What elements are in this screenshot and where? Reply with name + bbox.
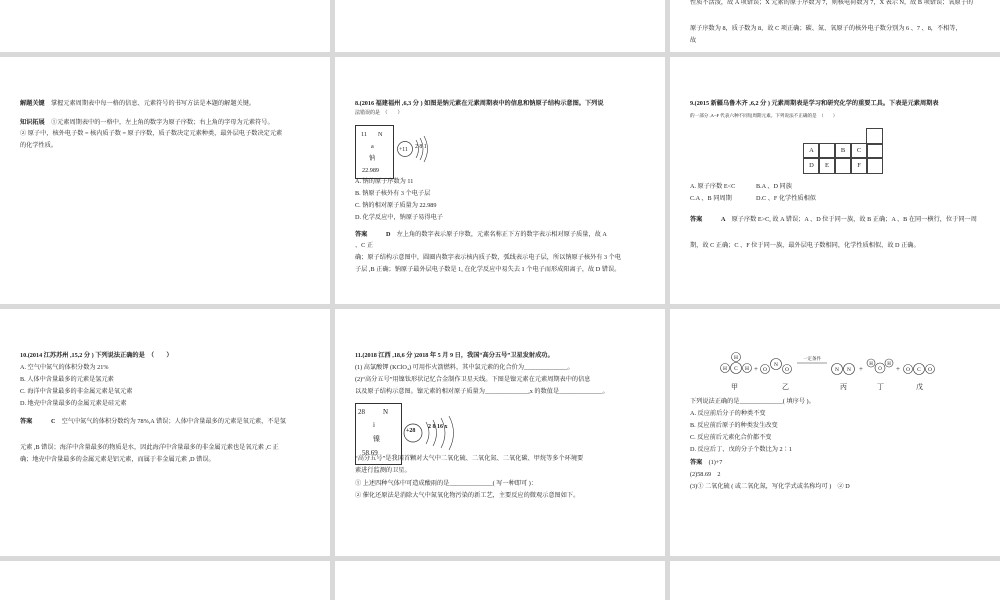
page-top-left <box>0 0 330 52</box>
answer-text: 左上角的数字表示原子序数，元素名称正下方的数字表示相对原子质量，故 A <box>396 231 607 238</box>
option-c: C. 海洋中含量最多的非金属元素是氧元素 <box>20 388 133 395</box>
atom-shells-label: 2 8 1 <box>415 144 427 150</box>
table-cell-c: C <box>850 143 868 159</box>
atom-c-label: C <box>734 366 738 372</box>
text-line: (2)“高分五号”用镍钛形状记忆合金制作卫星天线。下图是镍元素在元素周期表中的信息 <box>355 376 591 383</box>
atomic-number: 28 <box>358 408 365 416</box>
sodium-cell <box>355 125 394 179</box>
page-bottom-middle <box>335 561 665 600</box>
label-key: 解题关键 <box>20 100 45 107</box>
page-knowledge <box>0 57 330 304</box>
atomic-mass: 58.69 <box>362 449 378 457</box>
option-d: D. 地壳中含量最多的金属元素是硅元素 <box>20 400 127 407</box>
atom-shells-label: 2 8 16 x <box>428 424 448 430</box>
answer-value: A <box>720 216 726 223</box>
atom-o-label: O <box>785 367 789 373</box>
question-title: 9.(2015 新疆乌鲁木齐 ,6,2 分 ) 元素周期表是学习和研究化学的重要工具。下表是元素周期表 <box>690 100 939 107</box>
atomic-number: 11 <box>361 131 367 138</box>
answer-text: 原子序数 E>C, 故 A 错误；A 、D 位于同一族，故 B 正确；A 、B 在同一横行，位于同一周 <box>731 216 977 223</box>
atom-h-label: H <box>887 362 891 367</box>
atom-o-label: O <box>763 367 767 373</box>
option-d: D.C 、F 化学性质相似 <box>756 195 816 202</box>
text-line: 原子序数为 8，质子数为 8，故 C 项正确；碳、氮、氧原子的核外电子数分别为 6 、7 、8，不相等， <box>690 25 962 32</box>
plus-sign: + <box>754 365 758 373</box>
table-cell-f: F <box>850 157 868 174</box>
question-title: 8.(2016 福建福州 ,6,3 分 ) 如图是钠元素在元素周期表中的信息和钠原子结构示意图。下列说 <box>355 100 604 107</box>
answer-text: (3)① 二氧化硫 ( 或二氧化氮，写化学式或名称均可 ) ② D <box>690 483 850 490</box>
answer-text: 确；原子结构示意图中，圆圈内数字表示核内质子数，弧线表示电子层，所以钠原子核外有 3 个电 <box>355 254 622 261</box>
atom-h-label: H <box>869 362 873 367</box>
answer-value: D <box>385 231 391 238</box>
reaction-condition: 一定条件 <box>803 356 821 361</box>
text-line: 掌握元素周期表中每一格的信息、元素符号的书写方法是本题的解题关键。 <box>50 100 256 107</box>
answer-label: 答案 <box>690 216 703 223</box>
atom-c-label: C <box>917 367 921 373</box>
option-d: D. 化学反应中，钠原子易得电子 <box>355 214 443 221</box>
atom-n-label: N <box>847 367 851 373</box>
text-line: 故 <box>690 37 697 44</box>
option-c: C. 反应前后元素化合价都不变 <box>690 434 772 441</box>
table-cell-b: B <box>834 143 852 159</box>
question-title-2: 的一部分 ,A~F 代表六种不同短周期元素。下列说法不正确的是 （ ） <box>690 113 838 118</box>
text-line: ①元素周期表中的一格中，左上角的数字为原子序数；右上角的字母为元素符号。 <box>50 119 274 126</box>
text-line: ② 原子中，核外电子数 = 核内质子数 = 原子序数，质子数决定元素种类，最外层电子数决定元素 <box>20 130 283 137</box>
atom-o-label: O <box>906 367 910 373</box>
text-line: “高分五号”是我国首颗对大气中二氧化硫、二氧化氮、二氧化碳、甲烷等多个环境要 <box>355 455 584 462</box>
option-a: A. 反应前后分子的种类不变 <box>690 410 766 417</box>
page-question-8 <box>335 57 665 304</box>
option-a: A. 原子序数 E<C <box>690 183 736 190</box>
answer-text: 子层 ,B 正确；钠原子最外层电子数是 1, 在化学反应中易失去 1 个电子而形成阳离子，故 D 错误。 <box>355 266 621 273</box>
atom-o-label: O <box>878 367 882 372</box>
text-line: ② 催化还原法是消除大气中氮氧化物污染的新工艺，主要反应的微观示意图如下。 <box>355 492 580 499</box>
answer-text: 确；地壳中含量最多的金属元素是铝元素，而属于非金属元素 ,D 错误。 <box>20 456 215 463</box>
label-ding: 丁 <box>877 383 884 391</box>
element-symbol: N <box>378 131 383 138</box>
page-bottom-right <box>670 561 1000 600</box>
element-symbol-2: i <box>373 421 375 429</box>
option-a: A. 钠的原子序数为 11 <box>355 178 414 185</box>
answer-text: 空气中氮气的体积分数约为 78%,A 错误；人体中含量最多的元素是氧元素，不是氢 <box>61 418 286 425</box>
option-b: B. 人体中含量最多的元素是氢元素 <box>20 376 114 383</box>
atom-h-label: H <box>734 355 738 361</box>
text-line: 性质不活泼，故 A 项错误；X 元素的原子序数为 7，则核电荷数为 7，X 表示 N，故 B 项错误；氧原子的 <box>690 0 974 6</box>
option-b: B. 钠原子核外有 3 个电子层 <box>355 190 431 197</box>
atom-h-label: H <box>723 366 727 372</box>
text-line: ① 上述四种气体中可造成酸雨的是______________( 写一种即可 )： <box>355 480 538 487</box>
plus-sign: + <box>859 365 863 373</box>
page-bottom-left <box>0 561 330 600</box>
element-symbol-2: a <box>371 143 374 150</box>
page-question-11-continued <box>670 309 1000 556</box>
table-cell-d: D <box>803 157 820 174</box>
option-a: A. 空气中氮气的体积分数为 21% <box>20 364 109 371</box>
label-jia: 甲 <box>731 383 738 391</box>
element-symbol: N <box>383 408 389 416</box>
page-question-9 <box>670 57 1000 304</box>
label-extend: 知识拓展 <box>20 119 45 126</box>
option-b: B. 反应前后原子的种类发生改变 <box>690 422 778 429</box>
text-line: 的化学性质。 <box>20 142 58 149</box>
page-top-middle <box>335 0 665 52</box>
atom-n-label: N <box>835 367 839 373</box>
text-line: 以及原子结构示意图。镍元素的相对原子质量为______________,x 的数值是______________。 <box>355 388 609 395</box>
plus-sign: + <box>896 365 900 373</box>
atom-nucleus-label: +28 <box>406 428 416 434</box>
atom-nucleus-label: +11 <box>399 147 408 153</box>
option-d: D. 反应后丁、戊的分子个数比为 2∶1 <box>690 446 792 453</box>
answer-label: 答案 <box>355 231 368 238</box>
page-top-right <box>670 0 1000 52</box>
answer-text: 、C 正 <box>355 242 374 249</box>
answer-text: 期，故 C 正确；C 、F 位于同一族，最外层电子数相同，化学性质相似，故 D 正确。 <box>690 242 920 249</box>
answer-text: (1)+7 <box>708 459 723 466</box>
label-bing: 丙 <box>840 383 847 391</box>
label-wu: 戊 <box>916 383 923 391</box>
answer-label: 答案 <box>690 459 703 466</box>
text-line: 下列说法正确的是______________( 填序号 )。 <box>690 398 815 405</box>
answer-value: C <box>50 418 56 425</box>
question-title: 11.(2018 江西 ,18,6 分 )2018 年 5 月 9 日，我国“高分五号”卫星发射成功。 <box>355 352 554 359</box>
option-c: C.A 、B 同周期 <box>690 195 732 202</box>
text-line: (1) 高氯酸钾 (KClO₄) 可用作火箭燃料，其中氯元素的化合价为______________。 <box>355 364 574 371</box>
element-name: 镍 <box>373 435 380 443</box>
page-question-11 <box>335 309 665 556</box>
page-question-10 <box>0 309 330 556</box>
atom-o-label: O <box>928 367 932 373</box>
question-title-2: 法错误的是 （ ） <box>355 111 403 116</box>
label-yi: 乙 <box>782 383 789 391</box>
atom-n-label: N <box>774 362 778 368</box>
answer-text: (2)58.69 2 <box>690 471 721 478</box>
question-title: 10.(2014 江苏苏州 ,15,2 分 ) 下列说法正确的是 （ ） <box>20 352 173 359</box>
atom-h-label: H <box>745 366 749 372</box>
atomic-mass: 22.989 <box>362 167 380 174</box>
text-line: 素进行监测的卫星。 <box>355 467 411 474</box>
table-cell-e: E <box>818 157 836 174</box>
answer-label: 答案 <box>20 418 33 425</box>
option-c: C. 钠的相对原子质量为 22.989 <box>355 202 437 209</box>
table-cell-a: A <box>803 143 820 159</box>
element-name: 钠 <box>369 155 376 162</box>
answer-text: 元素 ,B 错误；海洋中含量最多的物质是水，因此海洋中含量最多的非金属元素也是氧元素 ,C 正 <box>20 444 279 451</box>
option-b: B.A 、D 同族 <box>756 183 792 190</box>
reaction-diagram <box>715 349 945 379</box>
